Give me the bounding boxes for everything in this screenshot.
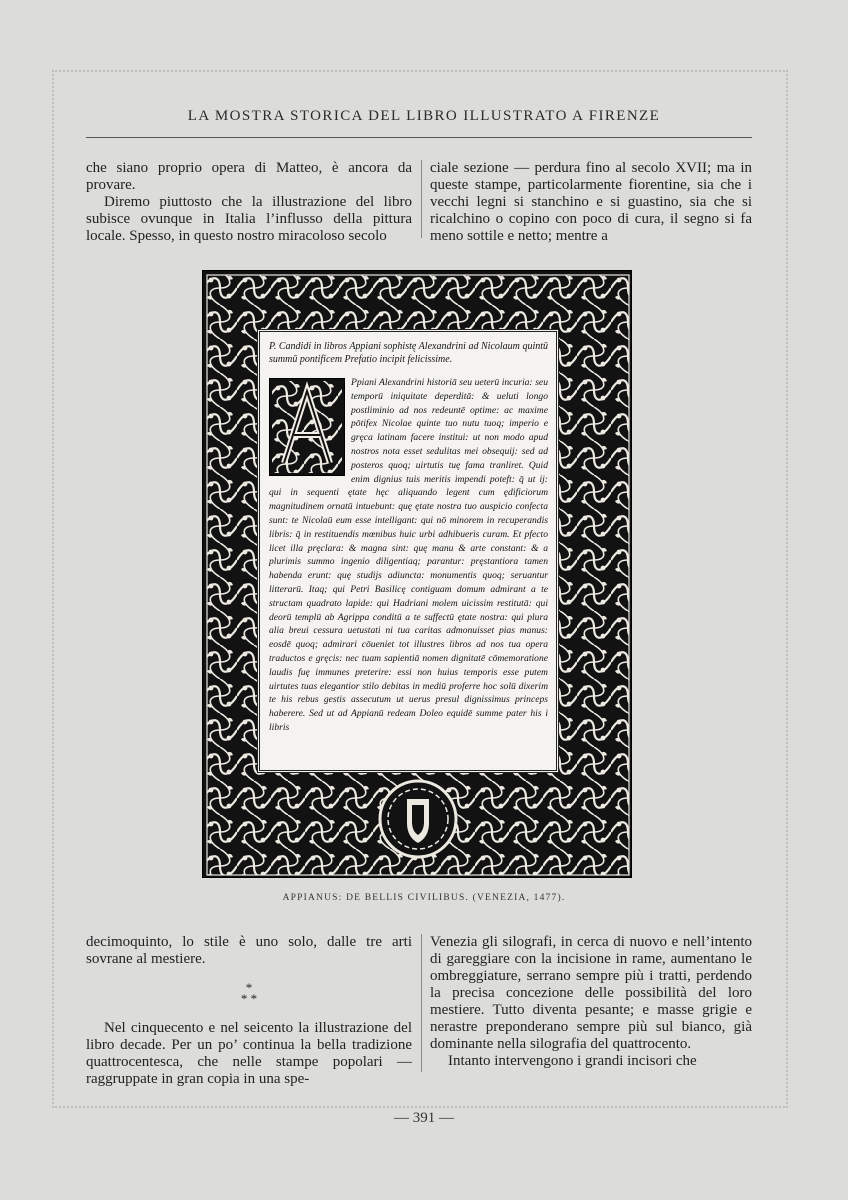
bottom-left-column — [86, 934, 412, 1088]
preface-heading: P. Candidi in libros Appiani sophistę Alexandrini ad Nicolaum quintū summū pontificem Prefatio incipit felicissime. — [269, 341, 548, 365]
column-divider — [421, 934, 422, 1072]
column-divider — [421, 160, 422, 238]
paragraph: ciale sezione — perdura fino al secolo XVII; ma in queste stampe, particolarmente fiorentine, sia che i vecchi legni si stanchino e si guastino, sia che si ricalchino o copino con poco di cura, il segno si fa meno sottile e netto; mentre a — [430, 160, 752, 244]
paragraph: Venezia gli silografi, in cerca di nuovo e nell’intento di gareggiare con la incisione in rame, aumentano le ombreggiature, serrano sempre più i tratti, perdendo la precisa concezione delle possibilità del loro mestiere. Tutto diventa pesante; e masse grigie e nerastre preponderano sempre più sul bianco, già dominante nella silografia del quattrocento. — [430, 934, 752, 1052]
decorated-initial-a-illustration — [269, 378, 345, 476]
running-header: LA MOSTRA STORICA DEL LIBRO ILLUSTRATO A FIRENZE — [187, 108, 661, 124]
bottom-right-column — [430, 934, 752, 1070]
top-right-column — [430, 160, 752, 245]
page-number: — 391 — — [394, 1110, 454, 1126]
top-left-column — [86, 160, 412, 245]
paragraph: Intanto intervengono i grandi incisori che — [448, 1053, 697, 1069]
paragraph: Nel cinquecento e nel seicento la illustrazione del libro decade. Per un po’ continua la bella tradizione quattrocentesca, che nelle stampe popolari — raggruppate in gran copia in una spe- — [86, 1020, 412, 1087]
preface-text: Ppiani Alexandrini historiā seu ueterū incuria: seu temporū iniquitate deperditā: & ueluti longo postliminio ad nos redeuntē optime: ac maxime pōtifex Nicolae quinte tuo nutu tuoq; imperio e gręca latinam facere institui: ut non modo apud nostros nota esset sedulitas mei obsequij: sed ad posteros quoq; uirtutis tuę fama tranliret. Quid enim dignius tuis meritis impendi poteft: q̄ ut ij: qui in sequenti ętate hęc aliquando legent cum ędificiorum magnitudinem ornatū intuebunt: quę ętate nostra tuo auspicio confecta sunt: te Nicolaū eum esse intelligant: qui nō minorem in recuperandis libris: q̄ in restituendis mœnibus huic urbi adhibueris curam. Et pfecto licet illa pręclara: & magna sint: quę manu & arte constant: & a plurimis summo ingenio diligentiaq; parantur: pręstantiora tamen habenda erunt: quę studijs adiuncta: monumentis quoq; seruantur litterarū. Itaq; qui Petri Basilicę contiguam domum admirant a te structam quadrato lapide: qui Hadriani molem uicissim restitutā: qui deorū templū ab Agrippa conditū a te suffectū ętate nostra: qui plura alia breui cessura uetustati ni tua caritas admonuisset pias manus: eosdē quoq; admirari cōueniet tot illustres libros ad nos tua opera traductos e gręcis: nec tuam sapientiā nomen dignitatē cōmemoratione laudis fuę immunes preterire: essi non huius temporis esse putem uirtutes tuas elegantior stilo debitas in mediū proferre hoc solū dixerim te his rebus gestis assecutum ut uerus presul dignissimus princeps haberere. Sed ut ad Appianū redeam Doleo equidē summe pater his i libris — [269, 377, 548, 733]
figure-caption: APPIANUS: DE BELLIS CIVILIBUS. (VENEZIA, 1477). — [282, 893, 566, 903]
section-asterism: * * * — [240, 980, 258, 1006]
woodcut-page-figure — [202, 270, 632, 878]
paragraph: Diremo piuttosto che la illustrazione del libro subisce ovunque in Italia l’influsso della pittura locale. Spesso, in questo nostro miracoloso secolo — [86, 194, 412, 244]
header-rule — [86, 137, 752, 138]
printed-text-panel — [257, 329, 559, 773]
paragraph: che siano proprio opera di Matteo, è ancora da provare. — [86, 160, 412, 193]
paragraph: decimoquinto, lo stile è uno solo, dalle tre arti sovrane al mestiere. — [86, 934, 412, 967]
wreath-emblem — [380, 781, 456, 857]
